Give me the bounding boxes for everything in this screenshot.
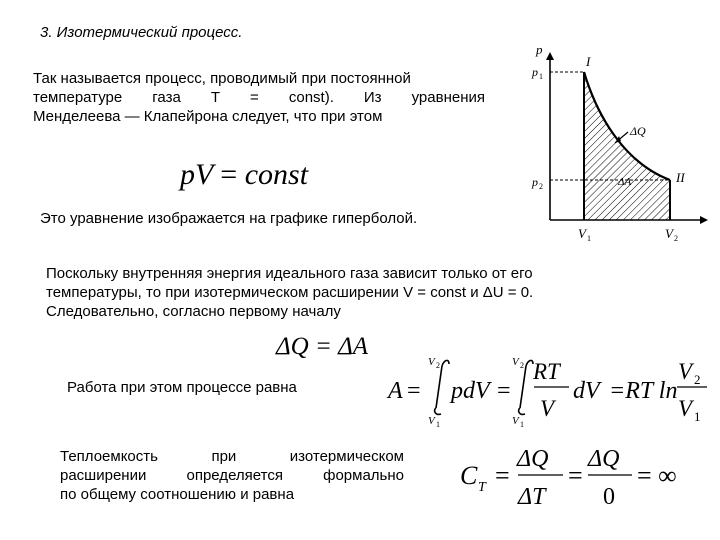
formula-pv-const (180, 158, 308, 192)
graph-p-label: p (536, 42, 543, 57)
ct-C-sub: T (478, 480, 486, 495)
wf-V1-sub: 1 (694, 409, 701, 424)
wf-lower2-sub: 1 (520, 420, 524, 429)
graph-point-1: I (586, 54, 591, 69)
graph-v1: V (578, 226, 586, 241)
intro-line-1: Так называется процесс, проводимый при постоянной (33, 70, 411, 87)
formula-V: V (195, 158, 213, 191)
wf-V-den: V (540, 396, 555, 421)
ct-eq: = (495, 461, 510, 490)
wf-V2-sub: 2 (694, 372, 701, 387)
ie-line-3: Следовательно, согласно первому началу (46, 303, 341, 320)
ie-line-1: Поскольку внутренняя энергия идеального газа зависит только от его (46, 265, 533, 282)
work-label: Работа при этом процессе равна (67, 379, 297, 396)
wf-upper2-sub: 2 (520, 361, 524, 370)
ie-line-2: температуры, то при изотермическом расширении V = const и ΔU = 0. (46, 284, 534, 301)
ct-dT: ΔT (518, 484, 546, 510)
formula-const: const (244, 158, 309, 191)
wf-eq: = (407, 378, 421, 404)
wf-upper1-sub: 2 (436, 361, 440, 370)
graph-v1-sub: 1 (587, 234, 591, 243)
wf-RT: RT (533, 359, 560, 384)
wf-upper1: V (428, 356, 435, 368)
formula-p: p (180, 158, 195, 191)
graph-da: ΔA (618, 176, 632, 188)
graph-point-2: II (676, 170, 685, 185)
wf-pdV: pdV (451, 378, 490, 404)
formula-dq-da: ΔQ = ΔA (276, 333, 369, 360)
graph-v2-sub: 2 (674, 234, 678, 243)
intro-paragraph (33, 69, 485, 126)
ct-C: C (460, 461, 478, 490)
wf-A: A (388, 378, 403, 404)
ct-zero: 0 (603, 484, 615, 510)
formula-eq: = (220, 158, 238, 191)
hc-line-2: расширении определяется формально (60, 467, 404, 484)
v-axis-arrow (700, 216, 708, 224)
work-formula (385, 350, 715, 430)
section-title: 3. Изотермический процесс. (40, 24, 243, 41)
ct-dQ-2: ΔQ (588, 446, 620, 472)
graph-p1-sub: 1 (539, 72, 543, 81)
intro-line-3: Менделеева — Клапейрона следует, что при этом (33, 108, 383, 125)
wf-V2: V (678, 359, 693, 384)
wf-upper2: V (512, 356, 519, 368)
graph-p2-sub: 2 (539, 182, 543, 191)
wf-lower2: V (512, 415, 519, 427)
hc-line-1: Теплоемкость при изотермическом (60, 448, 404, 465)
wf-dV: dV (573, 378, 600, 404)
ct-eq-inf: = ∞ (637, 461, 677, 490)
hyperbola-note: Это уравнение изображается на графике гиперболой. (40, 210, 418, 227)
graph-dq: ΔQ (630, 124, 646, 138)
graph-p2: p (532, 175, 538, 189)
wf-V1: V (678, 396, 693, 421)
heat-capacity-paragraph (60, 447, 404, 504)
wf-lower1: V (428, 415, 435, 427)
ct-eq-2: = (568, 461, 583, 490)
wf-eq-b: = (497, 378, 511, 404)
graph-p1: p (532, 65, 538, 79)
hc-line-3: по общему соотношению и равна (60, 486, 295, 503)
work-area (584, 72, 670, 220)
ct-dQ: ΔQ (517, 446, 549, 472)
heat-capacity-formula (455, 440, 685, 520)
wf-lower1-sub: 1 (436, 420, 440, 429)
graph-v2: V (665, 226, 673, 241)
internal-energy-paragraph (46, 264, 646, 321)
p-axis-arrow (546, 52, 554, 60)
wf-eq-rtln: =RT ln (609, 378, 678, 404)
pv-isotherm-graph (520, 40, 715, 255)
intro-line-2: температуре газа Т = const). Из уравнения (33, 89, 485, 106)
